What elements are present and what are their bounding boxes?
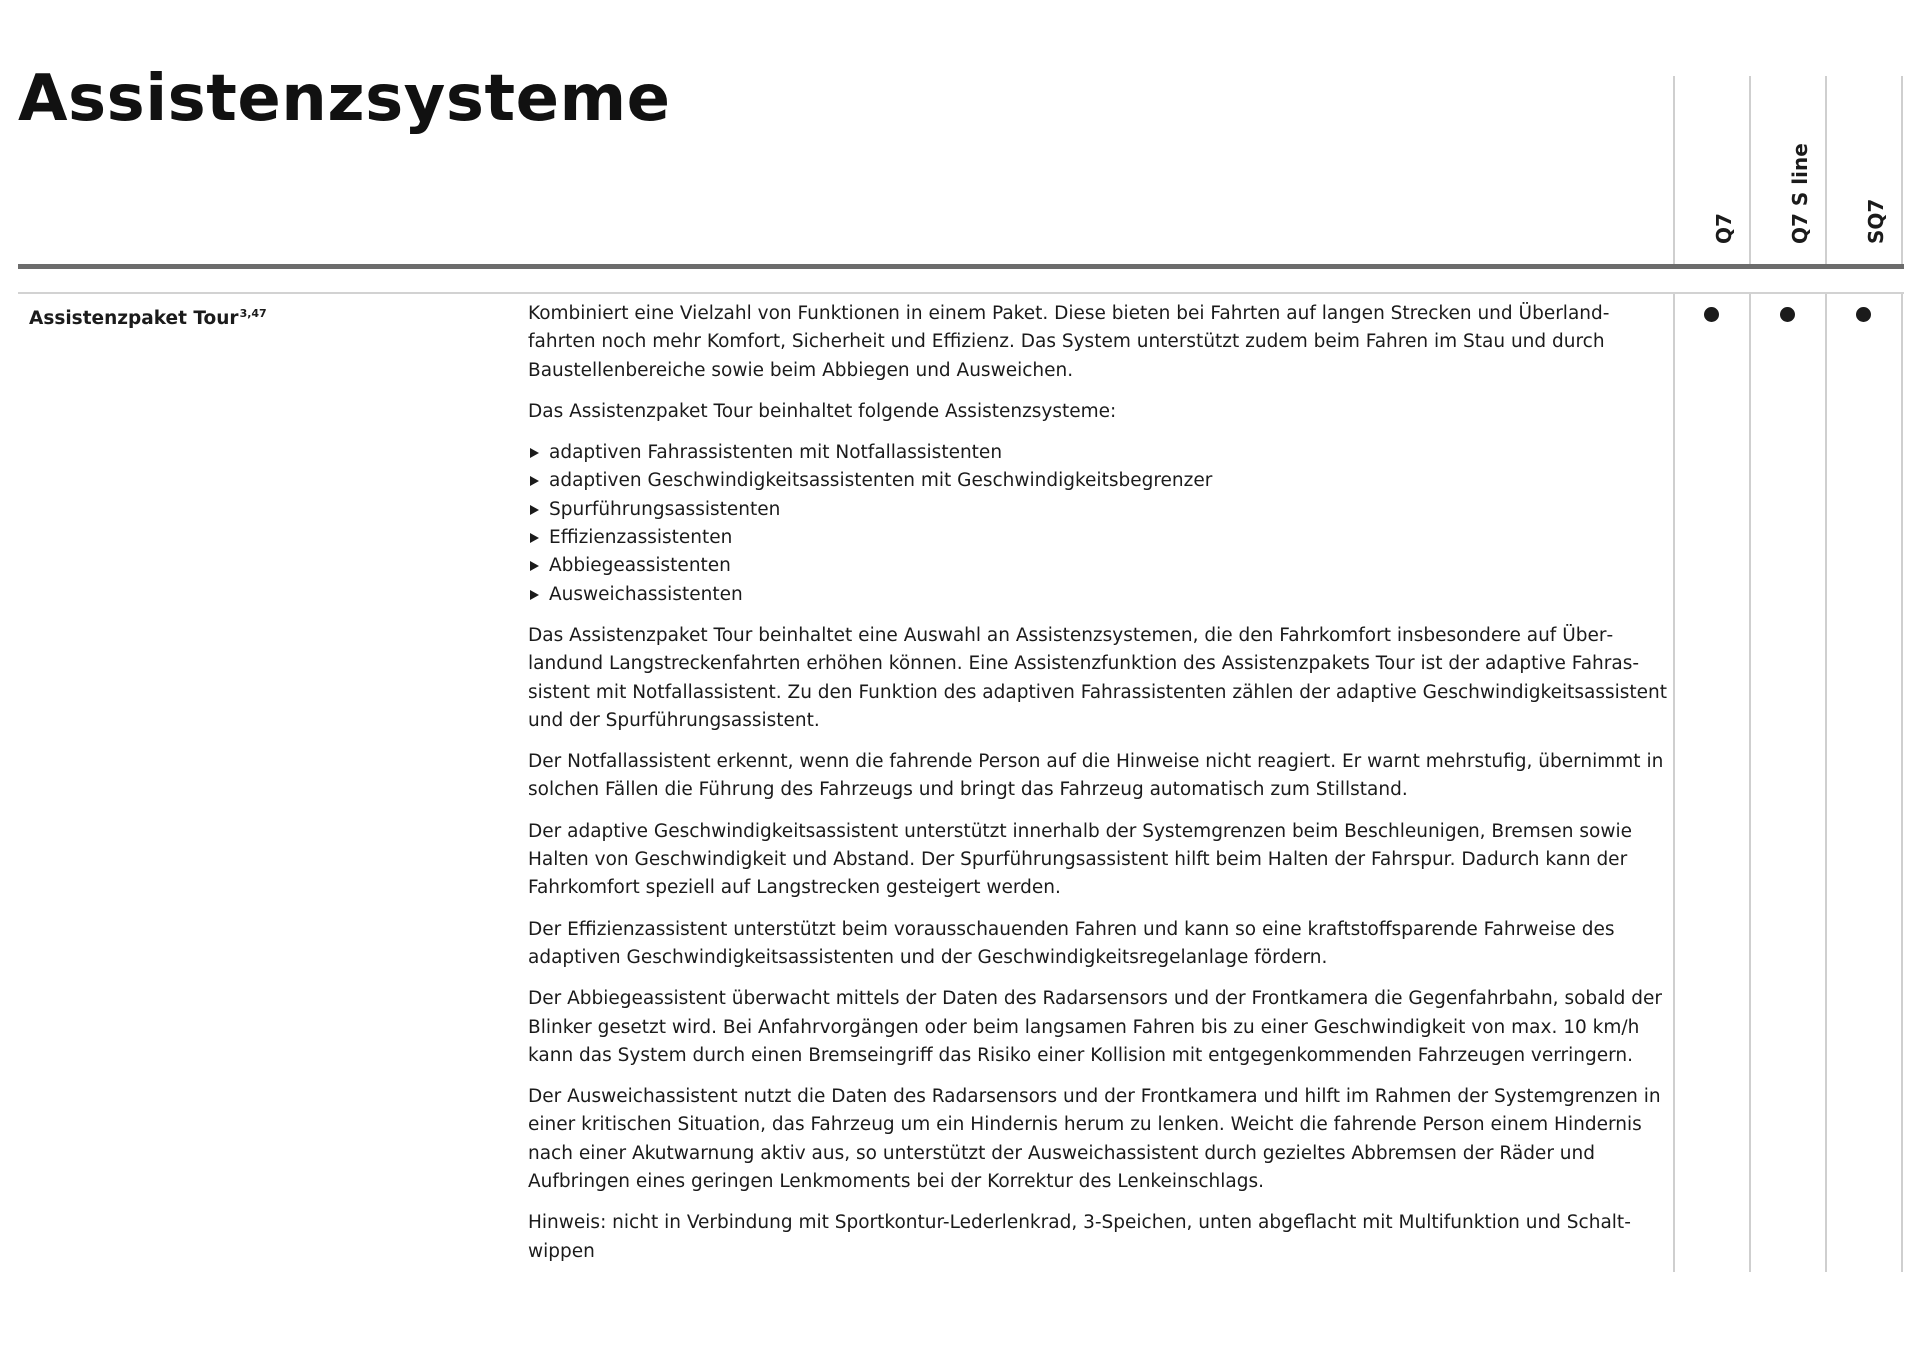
triangle-bullet-icon [530,561,539,571]
triangle-bullet-icon [530,476,539,486]
triangle-bullet-icon [530,448,539,458]
standard-equipment-dot-q7-s-line [1780,307,1795,322]
column-divider [1901,76,1903,264]
list-item [528,496,1668,524]
row-rule [18,292,1904,294]
list-item-text: adaptiven Geschwindigkeitsassistenten mit Geschwindigkeitsbegrenzer [549,470,1213,492]
list-item [528,524,1668,552]
list-item-text: Abbiegeassistenten [549,555,731,577]
detail-paragraph: Der Effizienzassistent unterstützt beim vorausschauenden Fahren und kann so eine kraftstoffsparende Fahrweise des adaptiven Geschwindigkeitsassistenten und der Geschwindigkeitsregelanlage fördern. [528,918,1615,968]
feature-name [29,300,267,333]
detail-paragraph: Der adaptive Geschwindigkeitsassistent unterstützt innerhalb der Systemgrenzen beim Beschleunigen, Bremsen sowie Halten von Geschwindigkeit und Abstand. Der Spurführungsassistent hilft beim Halten der Fahrspur. Dadurch kann der Fahrkomfort speziell auf Langstrecken gesteigert werden. [528,820,1632,899]
detail-paragraph: Der Notfallassistent erkennt, wenn die fahrende Person auf die Hinweise nicht reagiert. Er warnt mehrstufig, übernimmt in solchen Fällen die Führung des Fahrzeugs und bringt das Fahrzeug automatisch zum Stillstand. [528,751,1664,801]
list-item [528,552,1668,580]
column-header-label: Q7 S line [1788,143,1812,244]
feature-name-text: Assistenzpaket Tour [29,308,239,329]
list-item-text: Effizienzassistenten [549,527,733,549]
footnote-reference: 3,47 [239,307,267,320]
column-divider [1901,294,1903,1272]
list-item-text: Spurführungsassistenten [549,498,781,520]
column-header-sq7 [1827,140,1901,260]
list-item-text: adaptiven Fahrassistenten mit Notfallassistenten [549,442,1003,464]
triangle-bullet-icon [530,533,539,543]
note-paragraph: Hinweis: nicht in Verbindung mit Sportkontur-Lederlenkrad, 3-Speichen, unten abgeflacht mit Multifunktion und Schaltwippen [528,1212,1631,1262]
detail-paragraph: Der Abbiegeassistent überwacht mittels der Daten des Radarsensors und der Frontkamera die Gegenfahrbahn, sobald der Blinker gesetzt wird. Bei Anfahrvorgängen oder beim langsamen Fahren bis zu einer Geschwindigkeit von max. 10 km/h kann das System durch einen Bremseingriff das Risiko einer Kollision mit entgegenkommenden Fahrzeugen verringern. [528,988,1662,1066]
column-header-q7-s-line [1751,140,1825,260]
detail-paragraph: Der Ausweichassistent nutzt die Daten des Radarsensors und der Frontkamera und hilft im Rahmen der Systemgrenzen in einer kritischen Situation, das Fahrzeug um ein Hindernis herum zu lenken. Weicht die fahrende Person einem Hindernis nach einer Akutwarnung aktiv aus, so unterstützt der Ausweichassistent durch gezieltes Abbremsen der Räder und Aufbringen eines geringen Lenkmoments bei der Korrektur des Lenkeinschlags. [528,1086,1661,1193]
column-header-label: SQ7 [1864,198,1888,244]
detail-paragraph: Das Assistenzpaket Tour beinhaltet eine Auswahl an Assistenzsystemen, die den Fahrkomfort insbesondere auf Überlandund Langstreckenfahrten erhöhen können. Eine Assistenzfunktion des Assistenzpakets Tour ist der adaptive Fahrassistent mit Notfallassistent. Zu den Funktion des adaptiven Fahrassistenten zählen der adaptive Geschwindigkeitsassistent und der Spurführungsassistent. [528,624,1667,731]
list-item-text: Ausweichassistenten [549,583,743,605]
column-divider [1673,294,1675,1272]
list-item [528,439,1668,467]
column-divider [1825,294,1827,1272]
feature-description [528,300,1668,1279]
list-item [528,467,1668,495]
header-rule [18,264,1904,269]
list-intro-paragraph: Das Assistenzpaket Tour beinhaltet folgende Assistenzsysteme: [528,400,1117,422]
standard-equipment-dot-q7 [1704,307,1719,322]
intro-paragraph: Kombiniert eine Vielzahl von Funktionen in einem Paket. Diese bieten bei Fahrten auf langen Strecken und Überlandfahrten noch mehr Komfort, Sicherheit und Effizienz. Das System unterstützt zudem beim Fahren im Stau und durch Baustellenbereiche sowie beim Abbiegen und Ausweichen. [528,303,1610,381]
triangle-bullet-icon [530,590,539,600]
column-header-label: Q7 [1712,213,1736,244]
included-systems-list [528,439,1668,609]
triangle-bullet-icon [530,505,539,515]
column-header-q7 [1675,140,1749,260]
column-divider [1749,294,1751,1272]
standard-equipment-dot-sq7 [1856,307,1871,322]
page-title: Assistenzsysteme [18,62,671,136]
list-item [528,581,1668,609]
